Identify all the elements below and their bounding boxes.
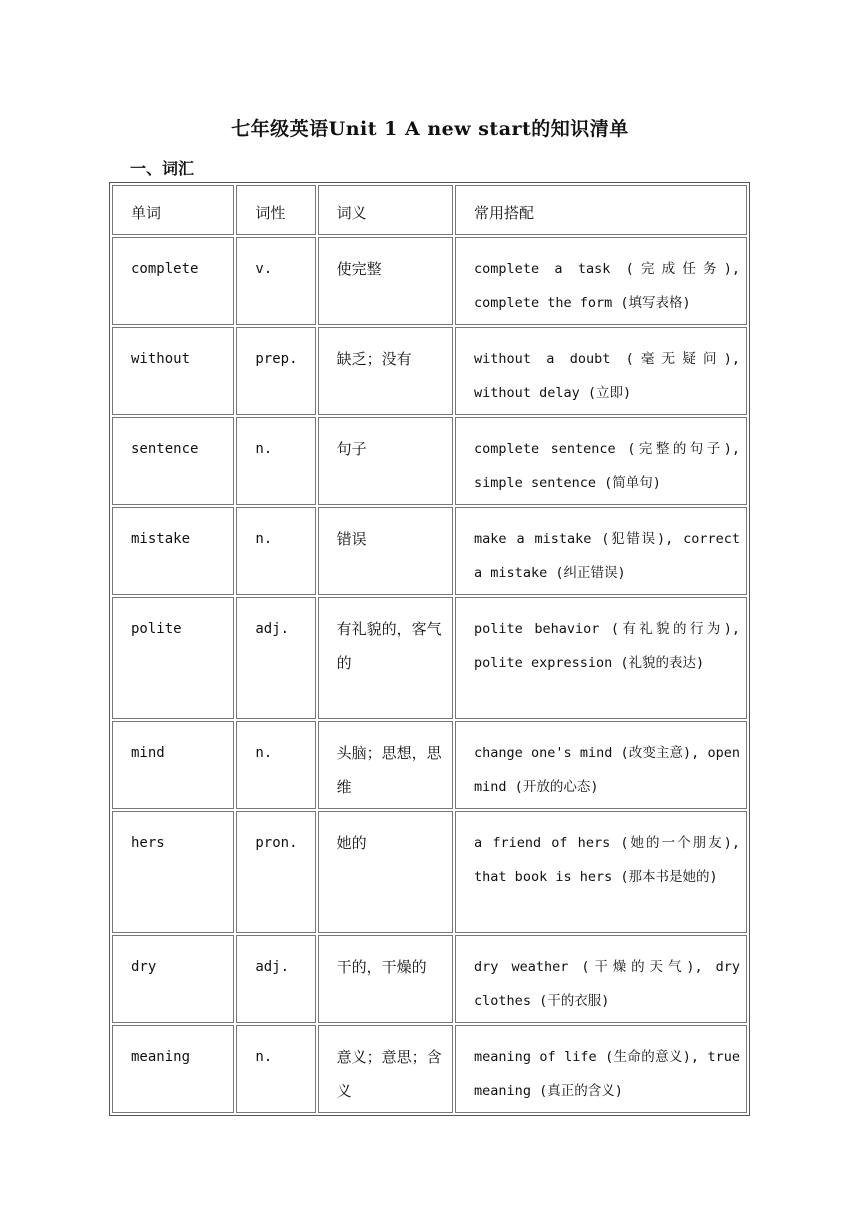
page-title: 七年级英语Unit 1 A new start的知识清单 (231, 118, 629, 140)
pos-cell: n. (236, 507, 315, 595)
meaning-cell: 头脑；思想，思维 (318, 721, 453, 809)
table-row (112, 237, 747, 325)
pos-cell: adj. (236, 597, 315, 719)
column-header-meaning: 词义 (318, 185, 453, 235)
word-cell: meaning (112, 1025, 234, 1113)
column-header-usage: 常用搭配 (455, 185, 747, 235)
table-row (112, 417, 747, 505)
pos-cell: adj. (236, 935, 315, 1023)
usage-cell: complete sentence (完整的句子), simple sentence (简单句) (455, 417, 747, 505)
meaning-cell: 句子 (318, 417, 453, 505)
usage-cell: meaning of life (生命的意义), true meaning (真正的含义) (455, 1025, 747, 1113)
section-heading: 一、词汇 (130, 159, 195, 178)
word-cell: mind (112, 721, 234, 809)
meaning-cell: 缺乏；没有 (318, 327, 453, 415)
word-cell: polite (112, 597, 234, 719)
word-cell: hers (112, 811, 234, 933)
pos-cell: v. (236, 237, 315, 325)
meaning-cell: 意义；意思；含义 (318, 1025, 453, 1113)
usage-cell: polite behavior (有礼貌的行为), polite expression (礼貌的表达) (455, 597, 747, 719)
word-cell: sentence (112, 417, 234, 505)
word-cell: complete (112, 237, 234, 325)
usage-cell: make a mistake (犯错误), correct a mistake (纠正错误) (455, 507, 747, 595)
table-header-row (112, 185, 747, 235)
pos-cell: n. (236, 417, 315, 505)
vocabulary-table (109, 182, 750, 1116)
usage-cell: change one's mind (改变主意), open mind (开放的心态) (455, 721, 747, 809)
usage-cell: a friend of hers (她的一个朋友), that book is hers (那本书是她的) (455, 811, 747, 933)
table-row (112, 327, 747, 415)
pos-cell: n. (236, 721, 315, 809)
usage-cell: complete a task (完成任务), complete the form (填写表格) (455, 237, 747, 325)
table-row (112, 721, 747, 809)
meaning-cell: 错误 (318, 507, 453, 595)
meaning-cell: 她的 (318, 811, 453, 933)
table-row (112, 811, 747, 933)
column-header-word: 单词 (112, 185, 234, 235)
table-row (112, 935, 747, 1023)
pos-cell: prep. (236, 327, 315, 415)
pos-cell: n. (236, 1025, 315, 1113)
pos-cell: pron. (236, 811, 315, 933)
table-row (112, 1025, 747, 1113)
word-cell: mistake (112, 507, 234, 595)
usage-cell: without a doubt (毫无疑问), without delay (立即) (455, 327, 747, 415)
word-cell: dry (112, 935, 234, 1023)
meaning-cell: 使完整 (318, 237, 453, 325)
meaning-cell: 干的，干燥的 (318, 935, 453, 1023)
table-row (112, 597, 747, 719)
column-header-pos: 词性 (236, 185, 315, 235)
usage-cell: dry weather (干燥的天气), dry clothes (干的衣服) (455, 935, 747, 1023)
word-cell: without (112, 327, 234, 415)
meaning-cell: 有礼貌的，客气的 (318, 597, 453, 719)
table-row (112, 507, 747, 595)
